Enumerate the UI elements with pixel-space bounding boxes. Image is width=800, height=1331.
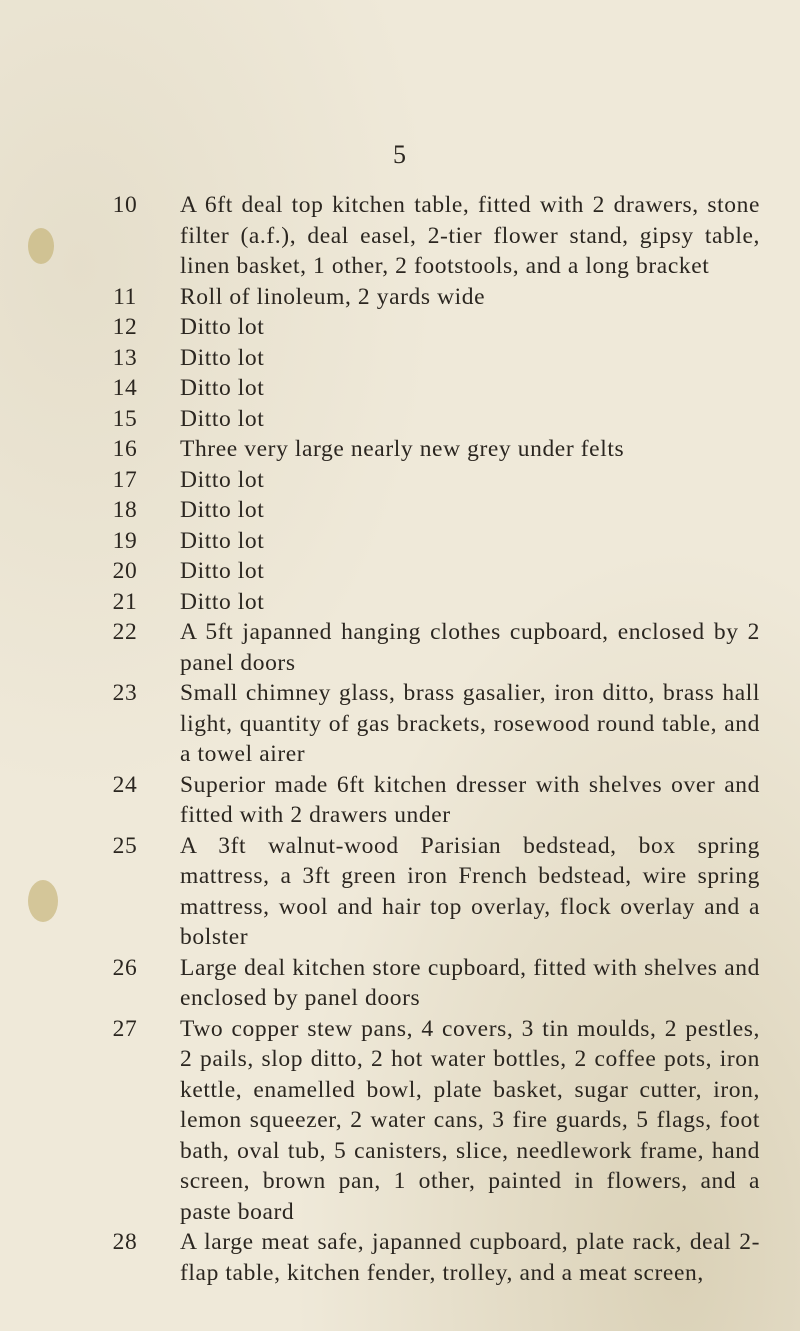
lot-list [100,190,760,1288]
lot-description: A 3ft walnut-wood Parisian bedstead, box spring mattress, a 3ft green iron French bedstead, wire spring mattress, wool and hair top overlay, flock overlay and a bolster [180,832,760,950]
lot-number: 20 [112,558,138,584]
lot-description: Large deal kitchen store cupboard, fitted with shelves and enclosed by panel doors [180,954,760,1011]
lot-description: Ditto lot [180,497,265,523]
lot-description: Ditto lot [180,466,265,493]
lot-description: A 6ft deal top kitchen table, fitted with 2 drawers, stone filter (a.f.), deal easel, 2-tier flower stand, gipsy table, linen basket, 1 other, 2 footstools, and a long bracket [180,192,760,279]
lot-entry [100,831,760,953]
lot-entry [100,953,760,1014]
lot-description: Ditto lot [180,375,265,401]
lot-description: Ditto lot [180,527,265,554]
lot-description: Ditto lot [180,314,265,340]
lot-description: A 5ft japanned hanging clothes cupboard, enclosed by 2 panel doors [180,619,760,676]
lot-number: 14 [112,375,138,401]
lot-description: Small chimney glass, brass gasalier, iron ditto, brass hall light, quantity of gas brackets, rosewood round table, and a towel airer [180,680,760,767]
lot-number: 18 [112,497,138,523]
lot-entry [100,190,760,282]
lot-number: 16 [112,436,138,462]
lot-entry [100,373,760,404]
lot-entry [100,495,760,526]
lot-entry [100,526,760,557]
lot-entry [100,678,760,770]
lot-number: 15 [112,405,138,432]
lot-number: 24 [112,771,138,798]
lot-description: Superior made 6ft kitchen dresser with shelves over and fitted with 2 drawers under [180,771,760,828]
lot-entry [100,312,760,343]
lot-description: Two copper stew pans, 4 covers, 3 tin moulds, 2 pestles, 2 pails, slop ditto, 2 hot water bottles, 2 coffee pots, iron kettle, enamelled bowl, plate basket, sugar cutter, iron, lemon squeezer, 2 water cans, 3 fire guards, 5 flags, foot bath, oval tub, 5 canisters, slice, needlework frame, hand screen, brown pan, 1 other, painted in flowers, and a paste board [180,1015,760,1225]
lot-description: Ditto lot [180,558,265,584]
lot-entry [100,404,760,435]
lot-entry [100,465,760,496]
lot-number: 28 [112,1229,138,1255]
lot-entry [100,1014,760,1228]
lot-number: 13 [112,344,138,371]
page-number: 5 [393,140,407,169]
paper-stain [28,228,54,264]
lot-entry [100,587,760,618]
lot-entry [100,617,760,678]
lot-number: 26 [112,954,138,981]
lot-number: 10 [112,192,138,218]
lot-number: 17 [112,466,138,493]
lot-entry [100,434,760,465]
lot-description: Ditto lot [180,405,265,432]
lot-description: Three very large nearly new grey under felts [180,436,625,462]
lot-description: Ditto lot [180,344,265,371]
lot-number: 19 [112,527,138,554]
lot-number: 25 [112,832,138,859]
lot-entry [100,556,760,587]
lot-entry [100,343,760,374]
lot-number: 12 [112,314,138,340]
lot-description: Ditto lot [180,588,265,615]
paper-stain [28,880,58,922]
lot-entry [100,770,760,831]
lot-entry [100,1227,760,1288]
lot-number: 11 [113,283,137,310]
lot-entry [100,282,760,313]
lot-number: 21 [112,588,138,615]
lot-description: A large meat safe, japanned cupboard, plate rack, deal 2-flap table, kitchen fender, trolley, and a meat screen, [180,1229,760,1286]
lot-description: Roll of linoleum, 2 yards wide [180,283,486,310]
lot-number: 27 [112,1015,138,1042]
lot-number: 23 [112,680,138,706]
lot-number: 22 [112,619,138,645]
